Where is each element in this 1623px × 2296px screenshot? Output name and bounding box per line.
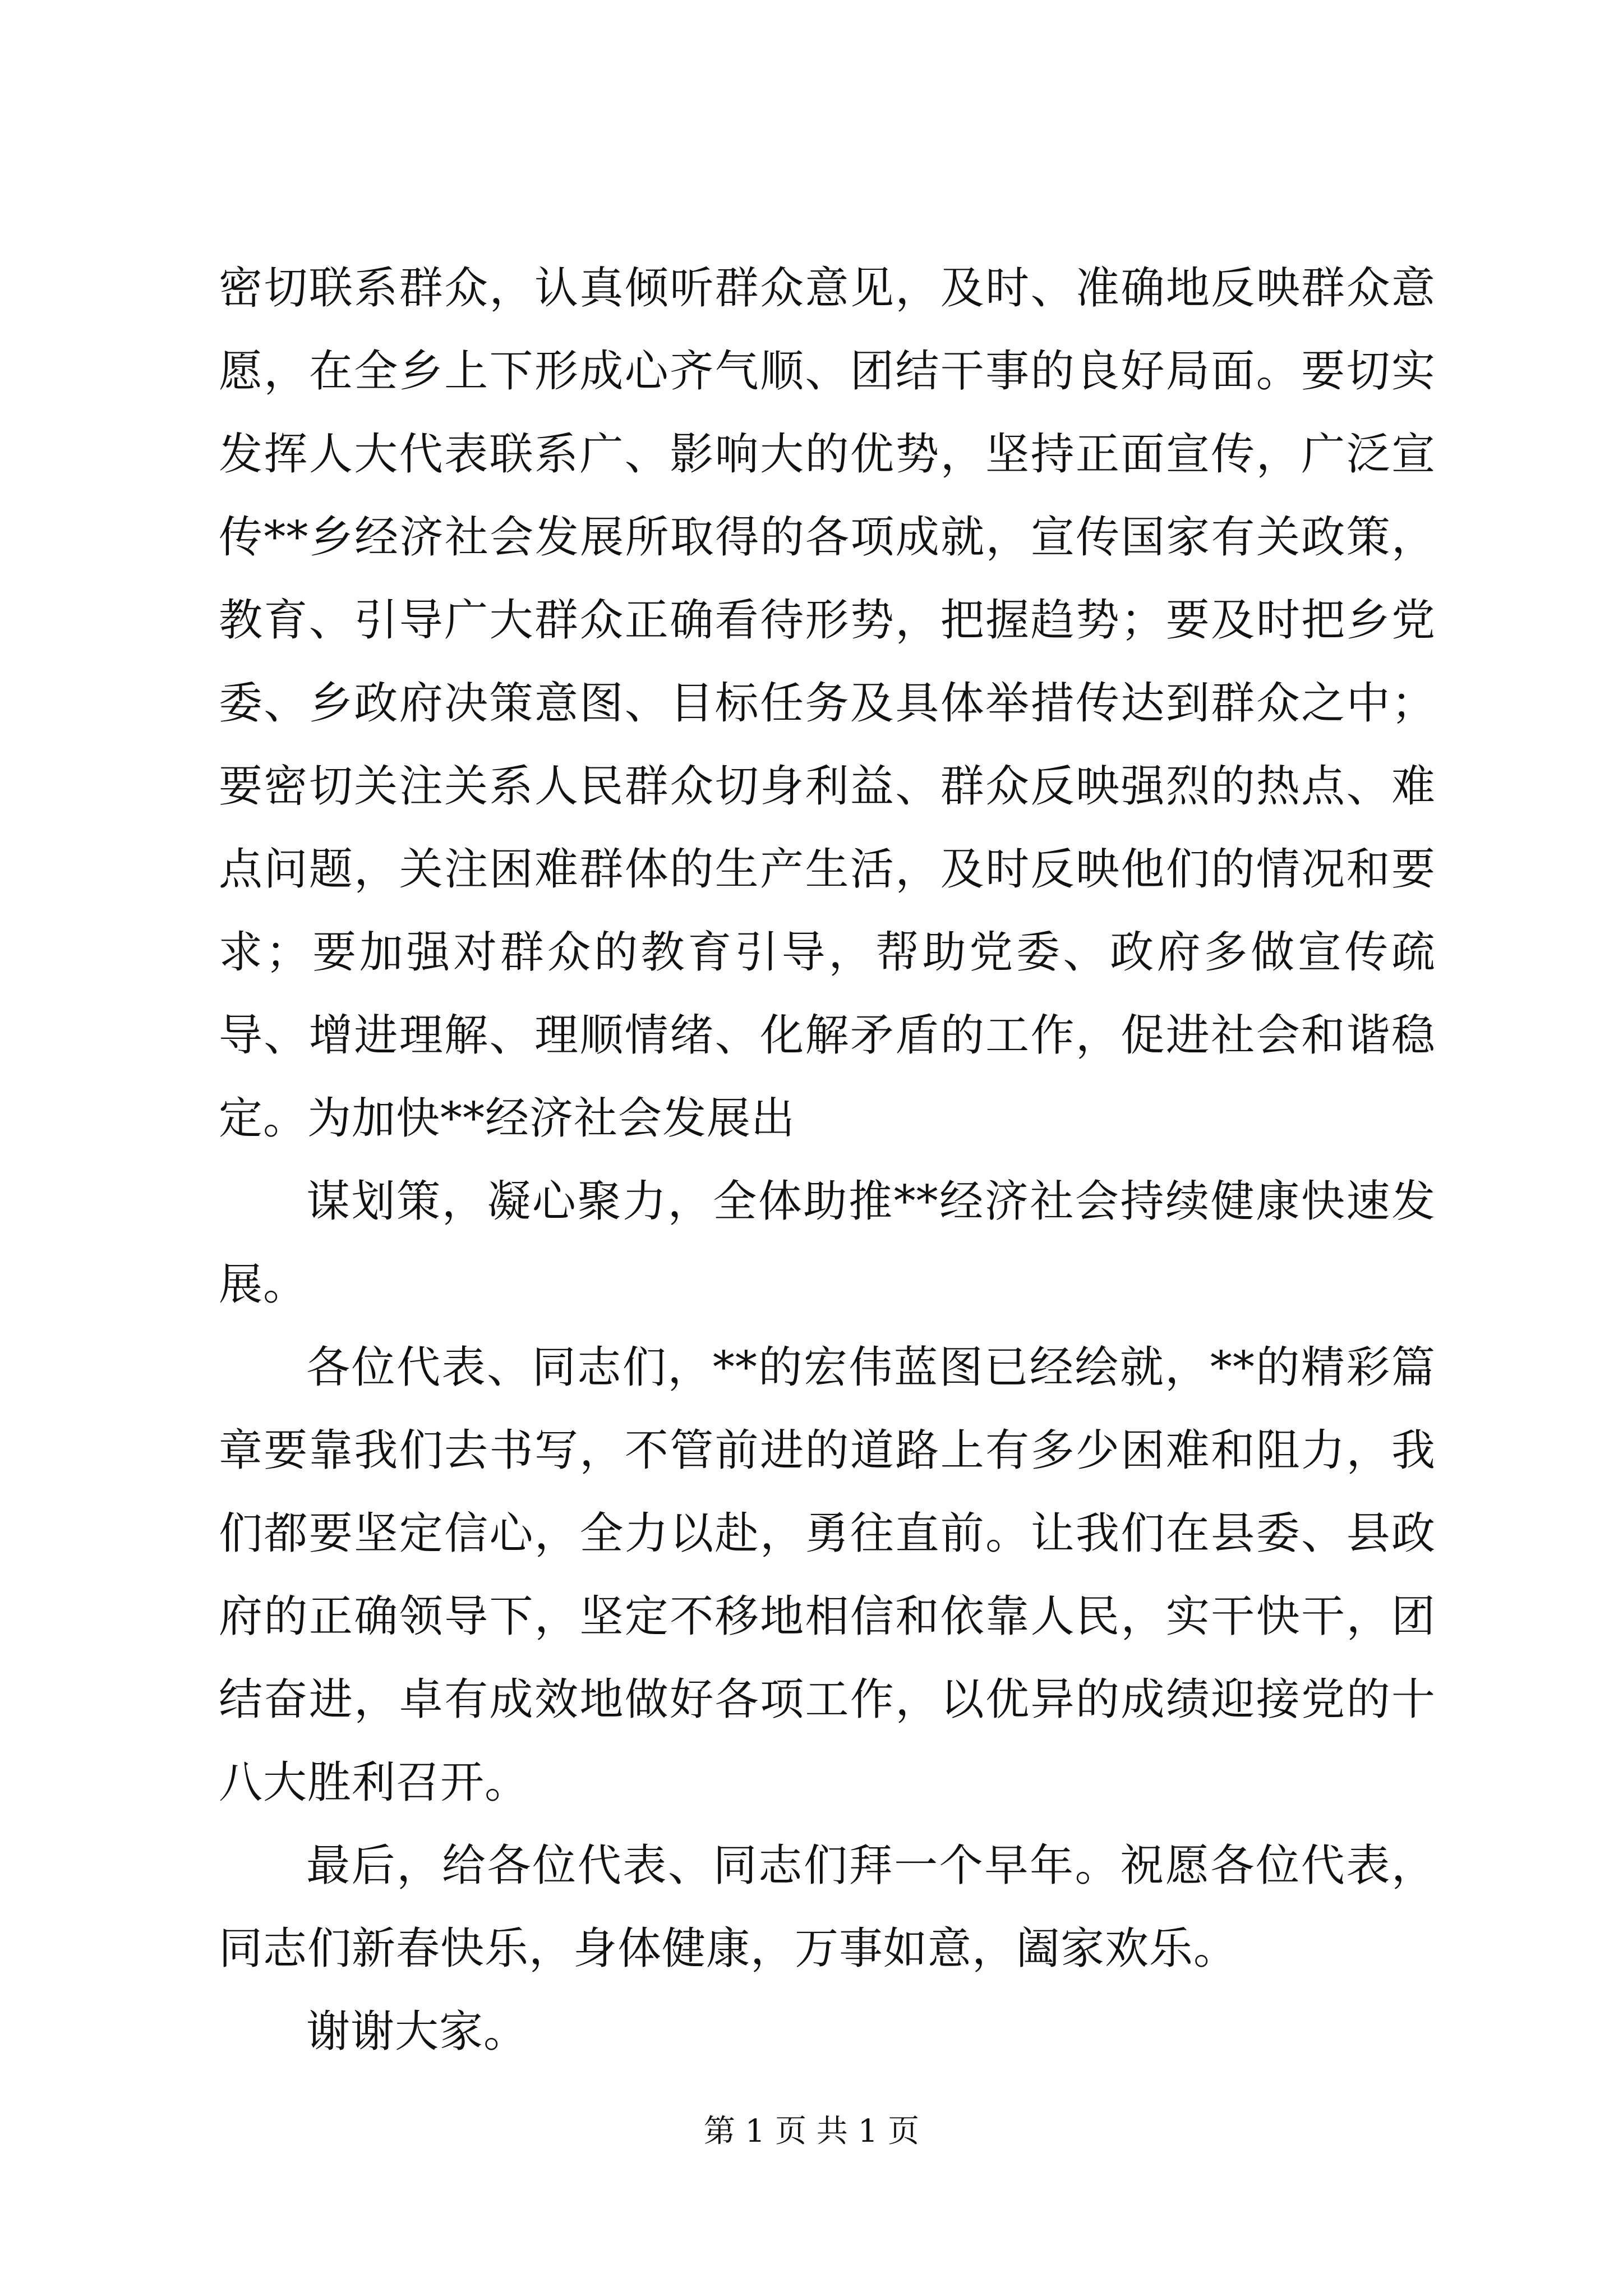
paragraph: 各位代表、同志们，**的宏伟蓝图已经绘就，**的精彩篇章要靠我们去书写，不管前进的道路上有多少困难和阻力，我们都要坚定信心，全力以赴，勇往直前。让我们在县委、县政府的正确领导下，坚定不移地相信和依靠人民，实干快干，团结奋进，卓有成效地做好各项工作，以优异的成绩迎接党的十八大胜利召开。 bbox=[219, 1342, 1436, 1808]
page-number-footer: 第 1 页 共 1 页 bbox=[703, 2113, 920, 2150]
paragraph: 最后，给各位代表、同志们拜一个早年。祝愿各位代表，同志们新春快乐，身体健康，万事如意，阖家欢乐。 bbox=[219, 1841, 1436, 1974]
paragraph-closing: 谢谢大家。 bbox=[306, 2007, 528, 2057]
paragraph-continuation: 密切联系群众，认真倾听群众意见，及时、准确地反映群众意愿，在全乡上下形成心齐气顺、团结干事的良好局面。要切实发挥人大代表联系广、影响大的优势，坚持正面宣传，广泛宣传**乡经济社会发展所取得的各项成就，宣传国家有关政策，教育、引导广大群众正确看待形势，把握趋势；要及时把乡党委、乡政府决策意图、目标任务及具体举措传达到群众之中；要密切关注关系人民群众切身利益、群众反映强烈的热点、难点问题，关注困难群体的生产生活，及时反映他们的情况和要求；要加强对群众的教育引导，帮助党委、政府多做宣传疏导、增进理解、理顺情绪、化解矛盾的工作，促进社会和谐稳定。为加快**经济社会发展出 bbox=[219, 263, 1436, 1144]
document-body bbox=[219, 247, 1436, 2073]
paragraph: 谋划策，凝心聚力，全体助推**经济社会持续健康快速发展。 bbox=[219, 1176, 1436, 1310]
